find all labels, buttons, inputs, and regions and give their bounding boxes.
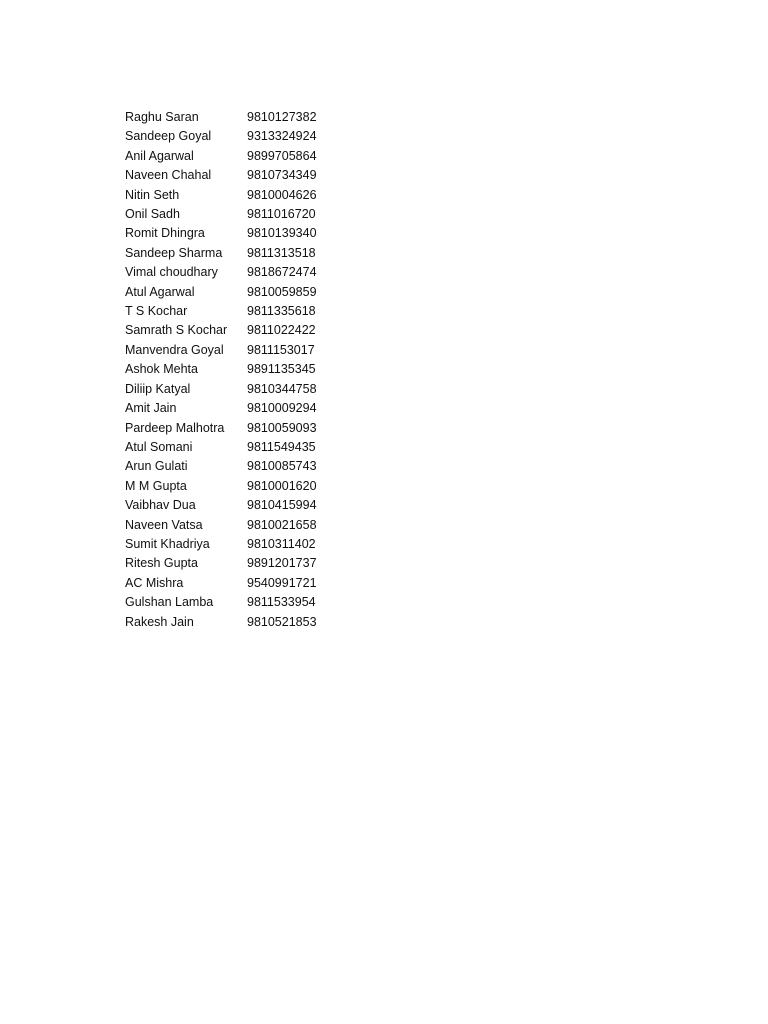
contact-name: Ashok Mehta [125, 362, 198, 377]
table-row [125, 535, 327, 554]
contact-phone: 9810059093 [247, 420, 317, 435]
table-row [125, 516, 327, 535]
contact-name: T S Kochar [125, 304, 188, 319]
contact-phone: 9810415994 [247, 498, 317, 513]
table-row [125, 613, 327, 632]
contact-name: Diliip Katyal [125, 381, 191, 396]
table-row [125, 186, 327, 205]
contact-phone: 9811313518 [247, 245, 316, 260]
contact-name: Nitin Seth [125, 187, 180, 202]
contact-phone: 9810734349 [247, 168, 317, 183]
contact-phone: 9810085743 [247, 459, 317, 474]
contact-phone: 9811022422 [247, 323, 316, 338]
table-row [125, 283, 327, 302]
contact-phone: 9811016720 [247, 207, 316, 222]
table-row [125, 360, 327, 379]
contact-phone: 9810021658 [247, 517, 317, 532]
contact-phone: 9540991721 [247, 575, 317, 590]
contact-name: Sandeep Goyal [125, 129, 212, 144]
contact-name: Gulshan Lamba [125, 595, 214, 610]
contact-name: Atul Agarwal [125, 284, 195, 299]
contact-name: M M Gupta [125, 478, 187, 493]
table-row [125, 166, 327, 185]
contact-name: Romit Dhingra [125, 226, 205, 241]
contact-name: Raghu Saran [125, 110, 199, 124]
contact-name: Onil Sadh [125, 207, 180, 222]
contact-rows [125, 108, 327, 632]
contact-phone: 9810059859 [247, 284, 317, 299]
contact-phone: 9810001620 [247, 478, 317, 493]
table-row [125, 380, 327, 399]
contact-name: Manvendra Goyal [125, 342, 224, 357]
contact-phone: 9810127382 [247, 110, 317, 124]
contact-name: Ritesh Gupta [125, 556, 198, 571]
table-row [125, 127, 327, 146]
contact-phone: 9811549435 [247, 439, 316, 454]
table-row [125, 554, 327, 573]
contact-name: Naveen Chahal [125, 168, 212, 183]
contact-phone: 9891201737 [247, 556, 317, 571]
table-row [125, 108, 327, 127]
contact-name: Arun Gulati [125, 459, 188, 474]
contact-phone: 9891135345 [247, 362, 316, 377]
contact-phone: 9810344758 [247, 381, 317, 396]
contact-phone: 9810139340 [247, 226, 317, 241]
table-row [125, 341, 327, 360]
contact-name: Atul Somani [125, 439, 193, 454]
contact-phone: 9899705864 [247, 148, 317, 163]
contact-phone: 9810521853 [247, 614, 317, 629]
contact-phone: 9811153017 [247, 342, 315, 357]
table-row [125, 399, 327, 418]
contact-name: Sumit Khadriya [125, 536, 210, 551]
contact-phone: 9810311402 [247, 536, 316, 551]
table-row [125, 147, 327, 166]
contact-name: Vimal choudhary [125, 265, 218, 280]
table-row [125, 302, 327, 321]
table-row [125, 496, 327, 515]
contact-name: Pardeep Malhotra [125, 420, 225, 435]
contact-name: Amit Jain [125, 401, 177, 416]
contact-name: Sandeep Sharma [125, 245, 223, 260]
contact-phone: 9811335618 [247, 304, 316, 319]
contact-table [125, 108, 327, 632]
contact-name: Vaibhav Dua [125, 498, 196, 513]
table-row [125, 593, 327, 612]
contact-name: AC Mishra [125, 575, 184, 590]
table-row [125, 263, 327, 282]
table-row [125, 457, 327, 476]
contact-name: Naveen Vatsa [125, 517, 203, 532]
contact-phone: 9313324924 [247, 129, 317, 144]
table-row [125, 477, 327, 496]
contact-name: Rakesh Jain [125, 614, 194, 629]
table-row [125, 574, 327, 593]
contact-phone: 9818672474 [247, 265, 317, 280]
contact-phone: 9810004626 [247, 187, 317, 202]
table-row [125, 224, 327, 243]
contact-phone: 9810009294 [247, 401, 317, 416]
table-row [125, 205, 327, 224]
table-row [125, 321, 327, 340]
table-row [125, 419, 327, 438]
table-row [125, 438, 327, 457]
contact-phone: 9811533954 [247, 595, 316, 610]
table-row [125, 244, 327, 263]
contact-name: Anil Agarwal [125, 148, 194, 163]
contact-name: Samrath S Kochar [125, 323, 228, 338]
